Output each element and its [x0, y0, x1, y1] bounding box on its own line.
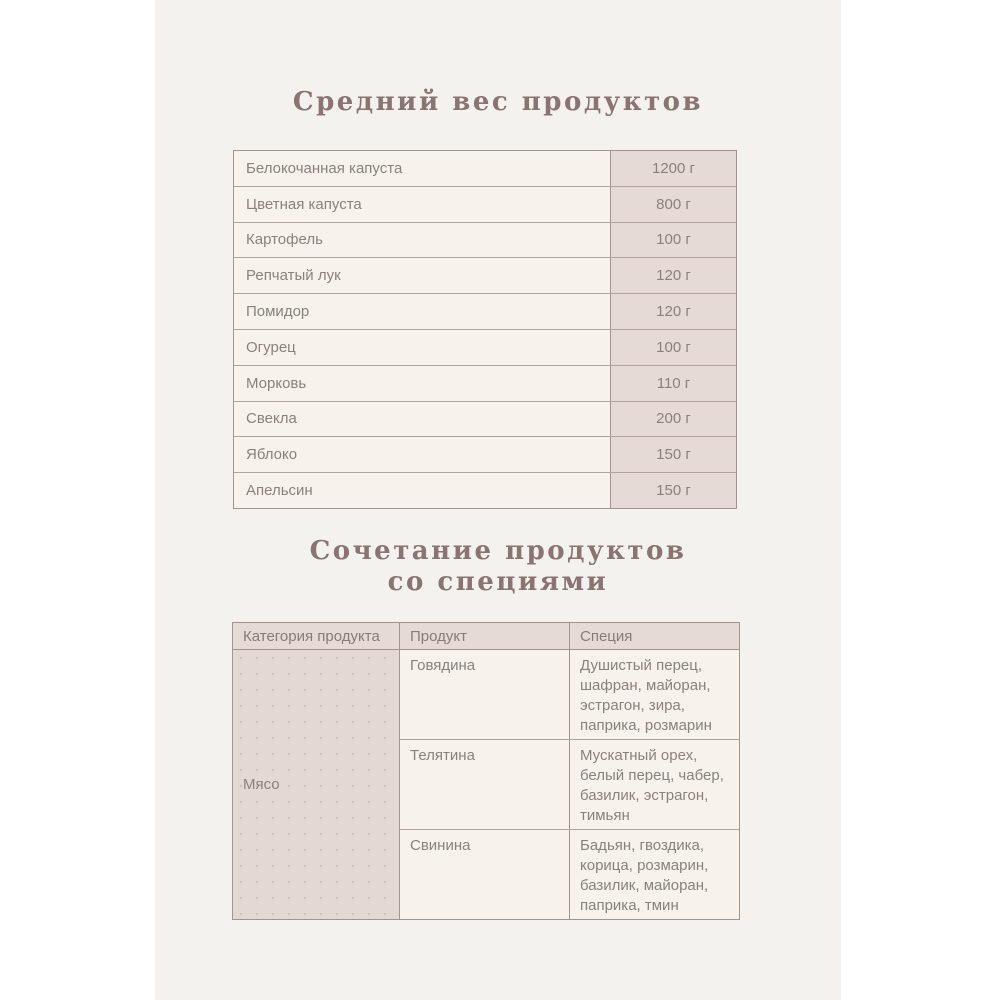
product-name-cell: Яблоко	[234, 437, 610, 472]
spices-table	[232, 622, 740, 920]
table-row	[400, 740, 739, 830]
table-row	[234, 187, 736, 223]
product-cell: Телятина	[400, 740, 570, 829]
product-name-cell: Морковь	[234, 366, 610, 401]
weights-table	[233, 150, 737, 509]
header-category: Категория продукта	[233, 623, 400, 649]
spice-cell: Бадьян, гвоздика, корица, розмарин, базилик, майоран, паприка, тмин	[570, 830, 739, 919]
product-name-cell: Свекла	[234, 402, 610, 437]
table-row	[234, 402, 736, 438]
spice-cell: Мускатный орех, белый перец, чабер, базилик, эстрагон, тимьян	[570, 740, 739, 829]
spices-table-header	[233, 623, 739, 650]
product-weight-cell: 150 г	[610, 473, 736, 508]
table-row	[234, 223, 736, 259]
table-row	[400, 830, 739, 919]
spices-table-body	[233, 650, 739, 919]
table-row	[234, 473, 736, 508]
product-cell: Говядина	[400, 650, 570, 739]
product-name-cell: Апельсин	[234, 473, 610, 508]
product-weight-cell: 800 г	[610, 187, 736, 222]
product-weight-cell: 100 г	[610, 223, 736, 258]
spices-title-line1: Сочетание продуктов	[309, 536, 687, 566]
product-name-cell: Помидор	[234, 294, 610, 329]
weights-table-title: Средний вес продуктов	[292, 87, 704, 117]
table-row	[234, 294, 736, 330]
product-weight-cell: 100 г	[610, 330, 736, 365]
product-cell: Свинина	[400, 830, 570, 919]
category-cell: Мясо	[233, 650, 400, 919]
spices-table-title	[155, 536, 841, 598]
header-spice: Специя	[580, 627, 633, 645]
table-row	[400, 650, 739, 740]
table-row	[234, 366, 736, 402]
product-name-cell: Огурец	[234, 330, 610, 365]
product-name-cell: Репчатый лук	[234, 258, 610, 293]
product-name-cell: Белокочанная капуста	[234, 151, 610, 186]
document-page	[155, 0, 841, 1000]
table-row	[234, 258, 736, 294]
product-weight-cell: 120 г	[610, 258, 736, 293]
product-weight-cell: 1200 г	[610, 151, 736, 186]
header-product: Продукт	[400, 623, 570, 649]
table-row	[234, 330, 736, 366]
spices-rows	[400, 650, 739, 919]
spices-title-line2: со специями	[387, 567, 609, 597]
product-weight-cell: 120 г	[610, 294, 736, 329]
product-name-cell: Цветная капуста	[234, 187, 610, 222]
table-row	[234, 151, 736, 187]
product-name-cell: Картофель	[234, 223, 610, 258]
table-row	[234, 437, 736, 473]
product-weight-cell: 150 г	[610, 437, 736, 472]
product-weight-cell: 200 г	[610, 402, 736, 437]
spice-cell: Душистый перец, шафран, майоран, эстрагон, зира, паприка, розмарин	[570, 650, 739, 739]
product-weight-cell: 110 г	[610, 366, 736, 401]
